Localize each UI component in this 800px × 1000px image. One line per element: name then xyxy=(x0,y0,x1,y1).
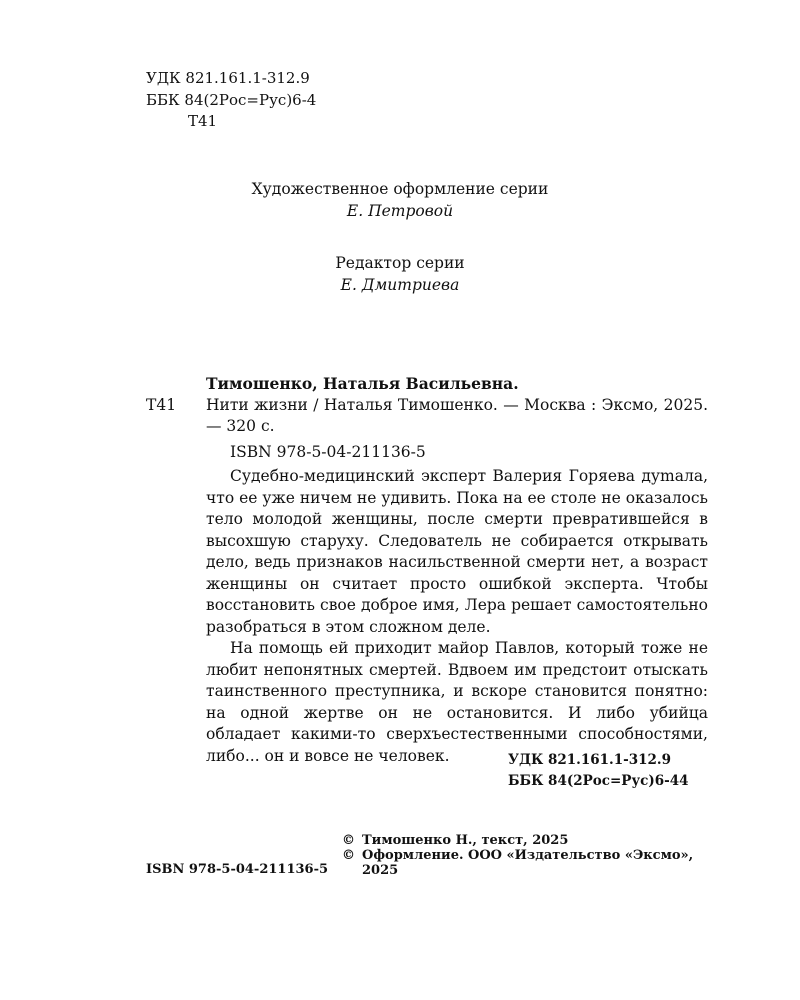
bibliographic-record xyxy=(146,373,708,463)
editor-credit xyxy=(0,252,800,296)
art-design-role: Художественное оформление серии xyxy=(251,180,549,198)
art-design-name: Е. Петровой xyxy=(346,202,454,220)
record-author: Тимошенко, Наталья Васильевна. xyxy=(206,374,519,393)
classification-codes-footer xyxy=(508,750,689,792)
record-entry xyxy=(146,395,708,438)
copyright-block xyxy=(342,833,712,878)
footer-udk-code: УДК 821.161.1-312.9 xyxy=(508,752,671,768)
author-sign: Т41 xyxy=(188,112,218,130)
record-code: Т41 xyxy=(146,395,177,414)
annotation-paragraph-2: На помощь ей приходит майор Павлов, который тоже не любит непонятных смертей. Вдвоем им предстоит отыскать таинственного преступника, и вскоре становится понятно: на одной жертве он не остановится. И либо убийца обладает какими-то сверхъестественными способностями, либо... он и вовсе не человек. xyxy=(206,639,708,765)
copyright-design: Оформление. ООО «Издательство «Эксмо», 2025 xyxy=(362,848,694,878)
book-annotation xyxy=(206,466,708,767)
editor-role: Редактор серии xyxy=(335,254,465,272)
bbk-code: ББК 84(2Рос=Рус)6-4 xyxy=(146,90,317,109)
record-isbn: ISBN 978-5-04-211136-5 xyxy=(230,442,426,461)
copyright-text-line xyxy=(342,833,712,848)
copyright-symbol: © xyxy=(342,833,355,848)
udk-code: УДК 821.161.1-312.9 xyxy=(146,69,310,87)
copyright-design-line xyxy=(342,848,712,878)
annotation-paragraph-1: Судебно-медицинский эксперт Валерия Горяева дуmала, что ее уже ничем не удивить. Пока на ее столе не оказалось тело молодой женщины, после смерти превратившейся в высохшую старуху. Следователь не собирается открывать дело, ведь признаков насильственной смерти нет, а возраст женщины он считает просто ошибкой эксперта. Чтобы восстановить свое доброе имя, Лера решает самостоятельно разобраться в этом сложном деле. xyxy=(206,467,708,636)
copyright-text: Тимошенко Н., текст, 2025 xyxy=(362,833,569,848)
copyright-symbol: © xyxy=(342,848,355,863)
footer-bbk-code: ББК 84(2Рос=Рус)6-44 xyxy=(508,773,689,789)
isbn-footer: ISBN 978-5-04-211136-5 xyxy=(146,862,329,877)
record-description: Нити жизни / Наталья Тимошенко. — Москва : Эксмо, 2025. — 320 с. xyxy=(206,395,708,435)
editor-name: Е. Дмитриева xyxy=(340,276,460,294)
art-design-credit xyxy=(0,178,800,222)
classification-codes-header xyxy=(146,68,316,133)
